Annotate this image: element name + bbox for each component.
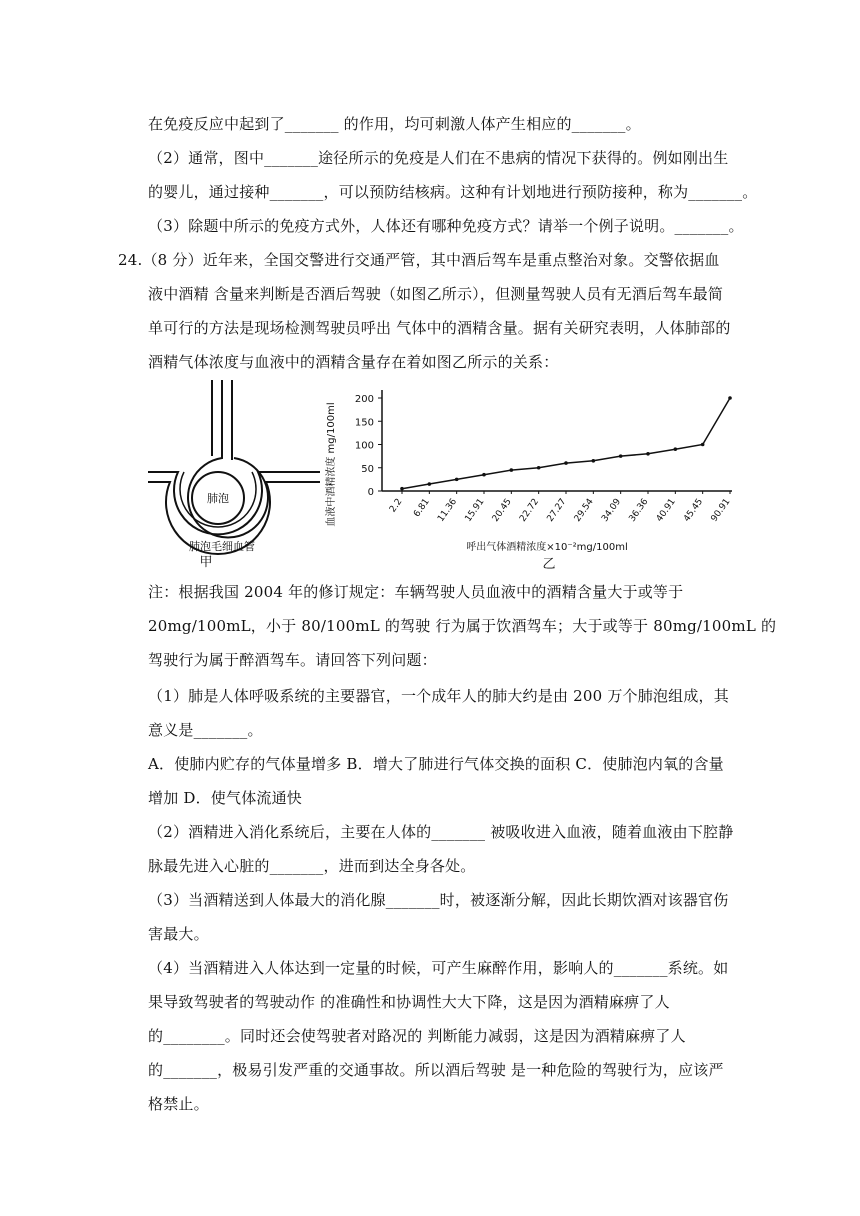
- text-line: 的________。同时还会使驾驶者对路况的 判断能力减弱，这是因为酒精麻痹了人: [148, 1027, 686, 1045]
- x-tick-label: 40.91: [654, 496, 678, 524]
- data-point: [592, 459, 596, 463]
- data-point: [537, 466, 541, 470]
- y-tick-label: 100: [354, 440, 374, 452]
- option-line: 增加 D．使气体流通快: [148, 789, 302, 807]
- y-tick-label: 0: [367, 487, 374, 498]
- x-tick-label: 6.81: [412, 496, 432, 520]
- text-line: 意义是_______。: [148, 721, 263, 739]
- data-point: [728, 396, 732, 400]
- text-line: （1）肺是人体呼吸系统的主要器官，一个成年人的肺大约是由 200 万个肺泡组成，其: [148, 687, 729, 705]
- text-line: （3）当酒精送到人体最大的消化腺_______时，被逐渐分解，因此长期饮酒对该器官伤: [148, 891, 729, 909]
- capillary-label: 肺泡毛细血管: [189, 540, 255, 553]
- x-tick-label: 90.91: [709, 496, 733, 524]
- x-tick-label: 36.36: [627, 496, 651, 524]
- text-line: 驾驶行为属于醉酒驾车。请回答下列问题：: [148, 651, 437, 669]
- text-line: 害最大。: [148, 925, 209, 943]
- series-line: [402, 398, 730, 489]
- option-line: A．使肺内贮存的气体量增多 B．增大了肺进行气体交换的面积 C．使肺泡内氧的含量: [148, 755, 724, 773]
- y-tick-label: 200: [354, 394, 374, 405]
- text-line: 液中酒精 含量来判断是否酒后驾驶（如图乙所示），但测量驾驶人员有无酒后驾车最简: [148, 285, 724, 303]
- text-line: 单可行的方法是现场检测驾驶员呼出 气体中的酒精含量。据有关研究表明，人体肺部的: [148, 319, 731, 337]
- figure-jia-alveolus-diagram: [148, 380, 328, 580]
- text-line: （3）除题中所示的免疫方式外，人体还有哪种免疫方式？请举一个例子说明。_______。: [148, 217, 744, 235]
- data-point: [674, 447, 678, 451]
- x-tick-label: 15.91: [463, 496, 487, 524]
- question-24-line: 24.（8 分）近年来，全国交警进行交通严管，其中酒后驾车是重点整治对象。交警依据血: [118, 251, 720, 269]
- data-point: [482, 473, 486, 477]
- figure-yi-line-chart: [320, 378, 740, 578]
- x-tick-label: 2.2: [388, 496, 405, 515]
- text-line: 在免疫反应中起到了_______ 的作用，均可刺激人体产生相应的_______。: [148, 115, 641, 133]
- text-line: 格禁止。: [148, 1095, 209, 1113]
- data-point: [646, 452, 650, 456]
- figure-jia-caption: 甲: [199, 555, 213, 570]
- text-line: （2）通常，图中_______途径所示的免疫是人们在不患病的情况下获得的。例如刚出生: [148, 149, 729, 167]
- data-point: [701, 443, 705, 447]
- x-axis-label: 呼出气体酒精浓度×10⁻²mg/100ml: [466, 542, 628, 553]
- text-line: 注：根据我国 2004 年的修订规定：车辆驾驶人员血液中的酒精含量大于或等于: [148, 583, 684, 601]
- figure-yi-caption: 乙: [542, 557, 556, 572]
- data-point: [564, 461, 568, 465]
- x-tick-label: 27.27: [545, 496, 569, 524]
- data-point: [400, 487, 404, 491]
- y-axis-label: 血液中酒精浓度 mg/100ml: [326, 402, 337, 527]
- text-line: 的婴儿，通过接种_______，可以预防结核病。这种有计划地进行预防接种，称为_______。: [148, 183, 758, 201]
- x-tick-label: 20.45: [490, 496, 514, 524]
- text-line: 果导致驾驶者的驾驶动作 的准确性和协调性大大下降，这是因为酒精麻痹了人: [148, 993, 670, 1011]
- text-line: （2）酒精进入消化系统后，主要在人体的_______ 被吸收进入血液，随着血液由下腔静: [148, 823, 734, 841]
- x-tick-label: 11.36: [436, 496, 460, 524]
- x-tick-label: 29.54: [572, 496, 596, 524]
- data-point: [428, 482, 432, 486]
- x-tick-label: 34.09: [600, 496, 624, 524]
- text-line: 的_______，极易引发严重的交通事故。所以酒后驾驶 是一种危险的驾驶行为，应该严: [148, 1061, 724, 1079]
- y-tick-label: 150: [354, 417, 374, 429]
- alveolus-label: 肺泡: [207, 492, 229, 505]
- data-point: [510, 468, 514, 472]
- text-line: 酒精气体浓度与血液中的酒精含量存在着如图乙所示的关系：: [148, 353, 559, 371]
- y-tick-label: 50: [361, 463, 374, 475]
- text-line: 脉最先进入心脏的_______，进而到达全身各处。: [148, 857, 476, 875]
- text-line: （4）当酒精进入人体达到一定量的时候，可产生麻醉作用，影响人的_______系统。如: [148, 959, 729, 977]
- text-line: 20mg/100mL，小于 80/100mL 的驾驶 行为属于饮酒驾车；大于或等于 80mg/100mL 的: [148, 617, 777, 635]
- x-tick-label: 22.72: [518, 496, 542, 524]
- data-point: [455, 478, 459, 482]
- data-point: [619, 454, 623, 458]
- x-tick-label: 45.45: [682, 496, 706, 524]
